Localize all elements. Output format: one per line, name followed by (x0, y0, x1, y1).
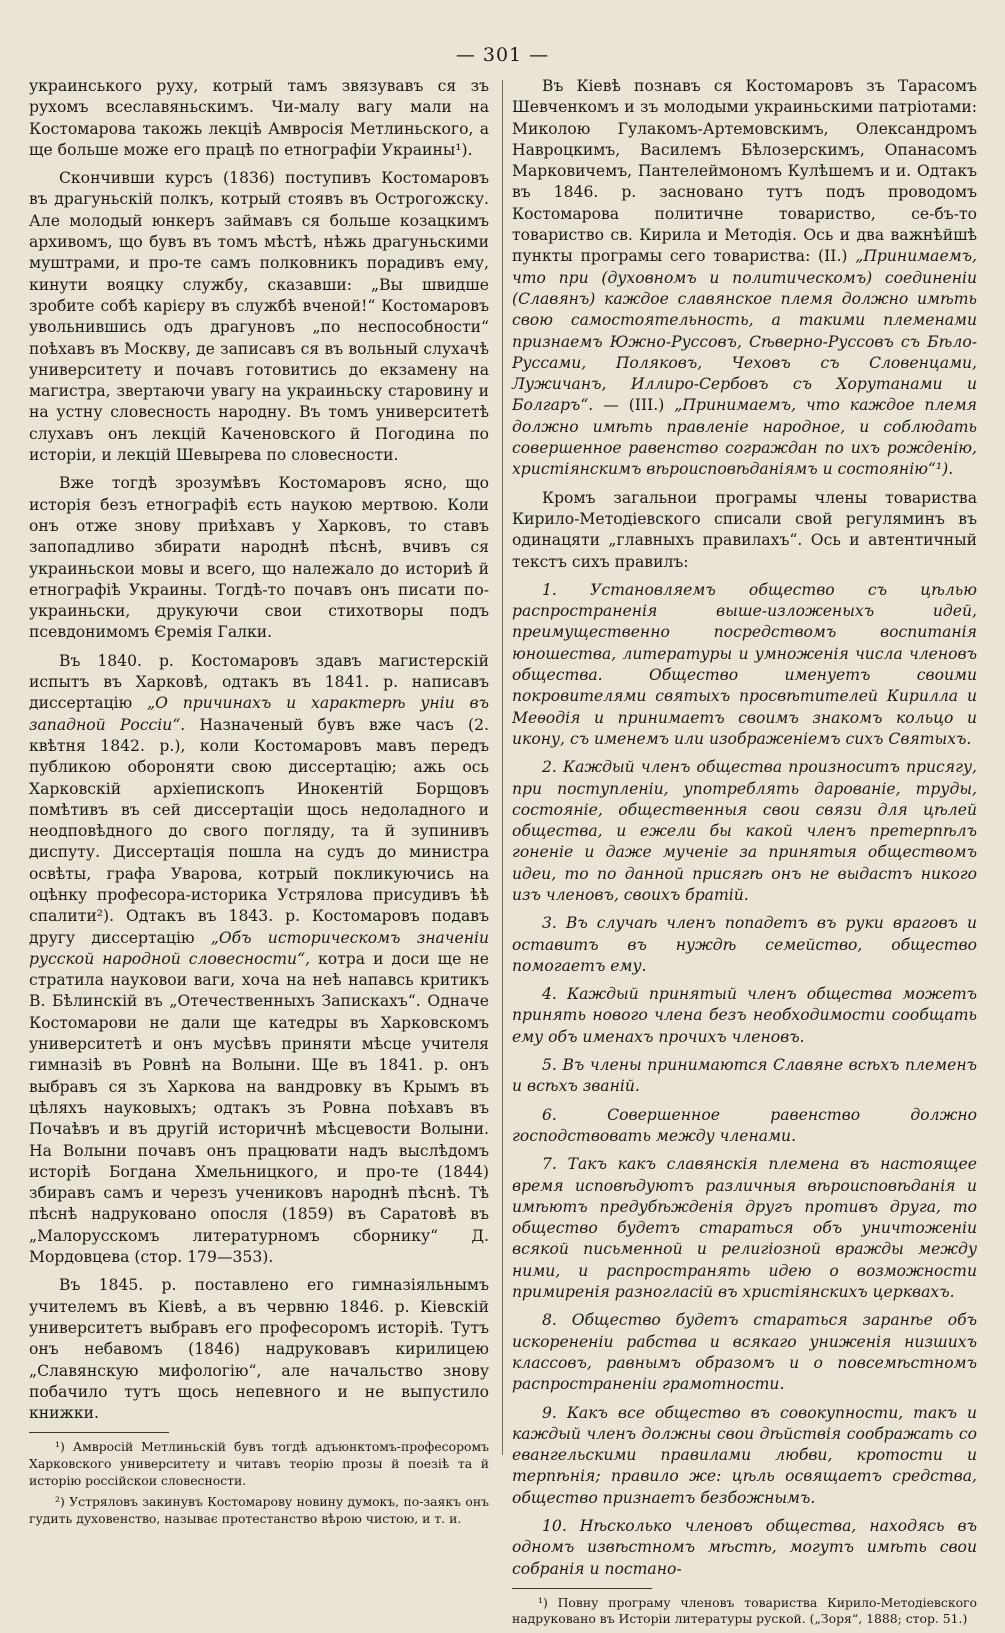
text-run: котра и доси ще не стратила науковои ваги, хоча на неѣ напавсь критикъ В. Бѣлинскій въ „Отечественныхъ Запискахъ“. Одначе Костомарови не дали ще катедры въ Харковскомъ университетѣ и онъ мусѣвъ приняти мѣсце учителя гимназіѣ въ Ровнѣ на Волыни. Ще въ 1841. р. онъ выбравъ ся зъ Харкова на вандровку въ Крымъ въ цѣляхъ науковыхъ; одтакъ зъ Ровна поѣхавъ въ Почаѣвъ и въ другій историчнѣ мѣсцевости Волыни. На Волыни почавъ онъ працювати надъ выслѣдомъ исторіѣ Богдана Хмельницкого, и про-те (1844) збиравъ самъ и черезъ учениковъ народнѣ пѣснѣ. Тѣ пѣснѣ надруковано опосля (1859) въ Саратовѣ въ „Малорусскомъ литературномъ сборнику“ Д. Мордовцева (стор. 179—353). (29, 949, 489, 1267)
page-number: — 301 — (455, 44, 550, 66)
rule-item: 4. Каждый принятый членъ общества можетъ принять нового члена безъ необходимости сообщать ему объ именахъ прочихъ членовъ. (512, 985, 977, 1046)
right-column (512, 76, 977, 1633)
italic-title: „Объ историческомъ значеніи русской народной словесности“, (29, 928, 489, 968)
left-column (29, 76, 489, 1532)
rule-item: 6. Совершенное равенство должно господствовать между членами. (512, 1105, 977, 1145)
rule-item: 8. Общество будетъ стараться заранѣе объ искорененіи рабства и всякаго униженія низшихъ классовъ, равнымъ образомъ и о повсемѣстномъ распространеніи грамотности. (512, 1311, 977, 1394)
text-run: Назначеный бувъ вже часъ (2. квѣтня 1842. р.), коли Костомаровъ мавъ передъ публикою обороняти свою диссертацію; ажь ось Харковскій архіепископъ Инокентій Борщовъ помѣтивъ въ сей диссертаціи щось недоладного и неодповѣдного до свого погляду, та й зупинивъ диспуту. Диссертація пошла на судъ до министра освѣты, графа Уварова, котрый покликуючись на оцѣнку професора-историка Устрялова присудивъ ѣѣ спалити²). Одтакъ въ 1843. р. Костомаровъ подавъ другу диссертацію (29, 715, 489, 947)
rule-item: 1. Установляемъ общество съ цѣлью распространенія выше-изложеныхъ идей, преимущественно посредствомъ воспитанія юношества, литературы и умноженія числа членовъ общества. Общество именуетъ своими покровителями святыхъ просвѣтителей Кирилла и Меѳодія и принимаетъ своимъ знакомъ кольцо и икону, съ именемъ или изображеніемъ сихъ Святыхъ. (512, 580, 977, 748)
text-run: — (III.) (603, 396, 665, 415)
rule-item: 9. Какъ все общество въ совокупности, такъ и каждый членъ должны свои дѣйствія соображать со евангельскими правилами любви, кротости и терпѣнія; правило же: цѣль освящаетъ средства, общество признаетъ безбожнымъ. (512, 1403, 977, 1507)
column-divider (502, 80, 503, 1455)
paragraph: украинського руху, котрый тамъ звязувавъ ся зъ рухомъ всеславяньскимъ. Чи-малу вагу мали на Костомарова такожь лекціѣ Амвросія Метлиньского, а ще больше може его працѣ по етнографіи Украины¹). (29, 77, 489, 159)
footnote: ¹) Амвросій Метлиньскій бувъ тогдѣ адъюнктомъ-професоромъ Харковского университету и читавъ теорію прозы й поезіѣ та й исторію россійскои словесности. (29, 1439, 489, 1488)
paragraph: Кромъ загальнои програмы члены товариства Кирило-Методіевского списали свой регуляминъ въ одинацяти „главныхъ правилахъ“. Ось и автентичный текстъ сихъ правилъ: (512, 488, 977, 571)
text-run: Въ 1840. р. Костомаровъ здавъ магистерскій испытъ въ Харковѣ, одтакъ въ 1841. р. написавъ диссертацію (29, 651, 489, 713)
paragraph (512, 76, 977, 481)
footnote: ²) Устряловъ закинувъ Костомарову новину думокъ, по-заякъ онъ гудить духовенство, называє протестанство вѣрою чистою, и т. и. (29, 1494, 489, 1526)
rule-item: 3. Въ случаѣ членъ попадетъ въ руки враговъ и оставитъ въ нуждѣ семейство, общество помогаетъ ему. (512, 914, 977, 975)
rule-item: 7. Такъ какъ славянскія племена въ настоящее время исповѣдуютъ различныя вѣроисповѣданія и имѣютъ предубѣжденія другъ противъ друга, то общество будетъ стараться объ уничтоженіи всякой письменной и религіозной вражды между ними, и распространять идею о возможности примиренія разногласій въ христіянскихъ церквахъ. (512, 1155, 977, 1302)
paragraph (29, 651, 489, 1269)
footnote-rule (512, 1588, 652, 1589)
italic-quote: „Принимаемъ, что каждое племя должно имѣть правленіе народное, и соблюдать совершенное равенство сограждан по ихъ рожденію, христіянскимъ вѣроисповѣданіямъ и состоянію“¹). (512, 396, 977, 479)
rule-item: 2. Каждый членъ общества произноситъ присягу, при поступленіи, употреблять дарованіе, труды, состояніе, общественныя свои связи для цѣлей общества, и ежели бы какой членъ претерпѣлъ гоненіе и даже мученіе за принятыя обществомъ идеи, то по данной присягѣ онъ не выдастъ никого изъ членовъ, своихъ братій. (512, 758, 977, 904)
footnote-rule (29, 1432, 169, 1433)
italic-quote: „Принимаемъ, что при (духовномъ и политическомъ) соединеніи (Славянъ) каждое славянское племя должно имѣть свою самостоятельность, а такими племенами признаемъ Южно-Руссовъ, Сѣверно-Руссовъ съ Бѣло-Руссами, Поляковъ, Чеховъ съ Словенцами, Лужичанъ, Иллиро-Сербовъ съ Хорутанами и Болгаръ“. (512, 247, 977, 415)
text-run: Въ Кіевѣ познавъ ся Костомаровъ зъ Тарасомъ Шевченкомъ и зъ молодыми украиньскими патріотами: Миколою Гулакомъ-Артемовскимъ, Олександромъ Навроцкимъ, Василемъ Бѣлозерскимъ, Опанасомъ Марковичемъ, Пантелеймономъ Кулѣшемъ и и. Одтакъ въ 1846. р. засновано тутъ подъ проводомъ Костомарова политичне товариство, се-бъ-то товариство св. Кирила и Методія. Ось и два важнѣйшѣ пункты програмы сего товариства: (II.) (512, 77, 977, 266)
footnote: ¹) Повну програму членовъ товариства Кирило-Методіевского надруковано въ Исторіи литературы руской. („Зоря“, 1888; стор. 51.) (512, 1594, 977, 1627)
paragraph: Въ 1845. р. поставлено его гимназіяльнымъ учителемъ въ Кіевѣ, а въ червню 1846. р. Кіевскій университетъ выбравъ его професоромъ исторіѣ. Тутъ онъ небавомъ (1846) надруковавъ кирилицею „Славянскую мифологію“, але начальство знову побачило тутъ щось непевного и не выпустило книжки. (29, 1276, 489, 1423)
rule-item: 5. Въ члены принимаются Славяне всѣхъ племенъ и всѣхъ званій. (512, 1056, 977, 1096)
paragraph: Скончивши курсъ (1836) поступивъ Костомаровъ въ драгуньскій полкъ, котрый стоявъ въ Острогожску. Але молодый юнкеръ займавъ ся больше козацкимъ архивомъ, що бувъ въ томъ мѣстѣ, нѣжь драгуньскими муштрами, и про-те самъ полковникъ порадивъ ему, кинути вояцку службу, сказавши: „Вы швидше зробите собѣ карієру въ службѣ вченой!“ Костомаровъ увольнившись одъ драгуновъ „по неспособности“ поѣхавъ въ Москву, де записавъ ся въ вольный слухачѣ университету и почавъ готовитись до екзамену на магистра, звертаючи увагу на украиньску старовину и на устну словесность народну. Въ томъ университетѣ слухавъ онъ лекцій Каченовского й Погодина по исторіи, и лекцій Шевырева по словесности. (29, 169, 489, 465)
rule-item: 10. Нѣсколько членовъ общества, находясь въ одномъ извѣстномъ мѣстѣ, могутъ имѣть свои собранія и постано- (512, 1517, 977, 1578)
italic-title: „О причинахъ и характерѣ уніи въ западной Россіи“. (29, 694, 489, 734)
paragraph: Вже тогдѣ зрозумѣвъ Костомаровъ ясно, що исторія безъ етнографіѣ єсть наукою мертвою. Коли онъ отже знову приѣхавъ у Харковъ, то ставъ запопадливо збирати народнѣ пѣснѣ, вчивъ ся украиньскои мовы и всего, що належало до историѣ й етнографіѣ Украины. Тогдѣ-то почавъ онъ писати по-украиньски, друкуючи свои стихотворы подъ псевдонимомъ Єремія Галки. (29, 474, 489, 642)
